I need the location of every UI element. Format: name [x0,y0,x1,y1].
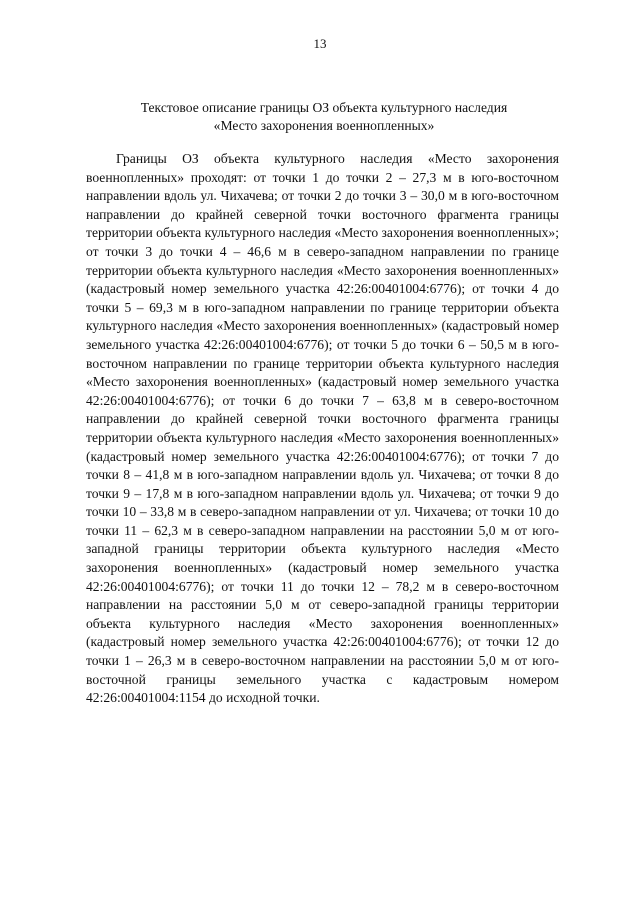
title-line-1: Текстовое описание границы ОЗ объекта культурного наследия [140,100,508,115]
title-line-2: «Место захоронения военнопленных» [213,118,435,133]
page-number: 13 [313,36,327,51]
boundary-description-paragraph: Границы ОЗ объекта культурного наследия «Место захоронения военнопленных» проходят: от точки 1 до точки 2 – 27,3 м в юго-восточном направлении вдоль ул. Чихачева; от точки 2 до точки 3 – 30,0 м в юго-восточном направлении до крайней северной точки восточного фрагмента границы территории объекта культурного наследия «Место захоронения военнопленных»; от точки 3 до точки 4 – 46,6 м в северо-западном направлении по границе территории объекта культурного наследия «Место захоронения военнопленных» (кадастровый номер земельного участка 42:26:00401004:6776); от точки 4 до точки 5 – 69,3 м в юго-западном направлении по границе территории объекта культурного наследия «Место захоронения военнопленных» (кадастровый номер земельного участка 42:26:00401004:6776); от точки 5 до точки 6 – 50,5 м в юго-восточном направлении по границе территории объекта культурного наследия «Место захоронения военнопленных» (кадастровый номер земельного участка 42:26:00401004:6776); от точки 6 до точки 7 – 63,8 м в северо-восточном направлении до крайней северной точки восточного фрагмента границы территории объекта культурного наследия «Место захоронения военнопленных» (кадастровый номер земельного участка 42:26:00401004:6776); от точки 7 до точки 8 – 41,8 м в юго-западном направлении вдоль ул. Чихачева; от точки 8 до точки 9 – 17,8 м в юго-западном направлении вдоль ул. Чихачева; от точки 9 до точки 10 – 33,8 м в северо-западном направлении от ул. Чихачева; от точки 10 до точки 11 – 62,3 м в северо-западном направлении на расстоянии 5,0 м от юго-западной границы территории объекта культурного наследия «Место захоронения военнопленных» (кадастровый номер земельного участка 42:26:00401004:6776); от точки 11 до точки 12 – 78,2 м в северо-восточном направлении на расстоянии 5,0 м от северо-западной границы территории объекта культурного наследия «Место захоронения военнопленных» (кадастровый номер земельного участка 42:26:00401004:6776); от точки 12 до точки 1 – 26,3 м в северо-восточном направлении на расстоянии 5,0 м от юго-восточной границы земельного участка с кадастровым номером 42:26:00401004:1154 до исходной точки. [86,151,559,706]
document-title [90,99,558,135]
